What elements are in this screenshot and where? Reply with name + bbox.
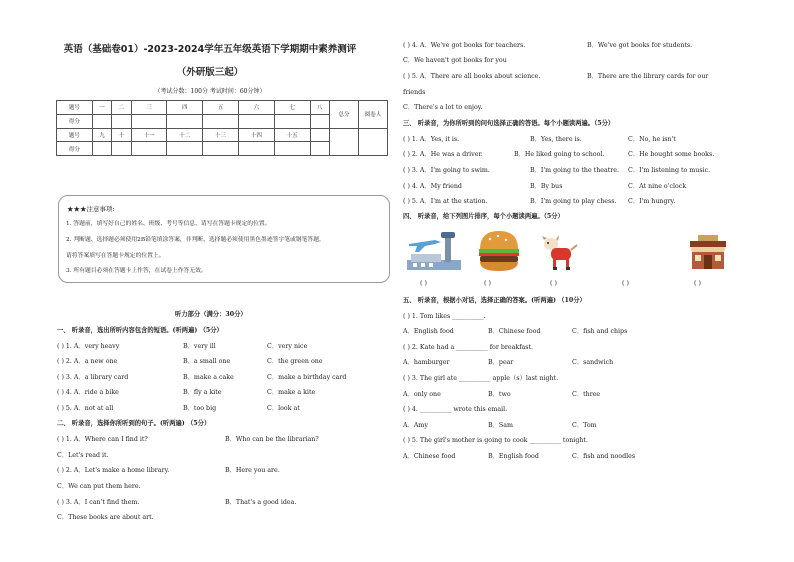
score-input[interactable] — [238, 114, 274, 128]
question-option[interactable]: ( ) 4. A．ride a bike — [57, 389, 119, 396]
score-cell: 题号 — [57, 101, 93, 115]
question-option[interactable]: C．He bought some books. — [628, 151, 715, 158]
question-option[interactable]: B．make a cake — [183, 374, 234, 381]
question-option[interactable]: B．very ill — [183, 343, 216, 350]
question-stem[interactable]: ( ) 5. The girl's mother is going to cook __________ tonight. — [403, 437, 588, 444]
question-option[interactable]: A．only one — [403, 391, 441, 398]
score-input[interactable] — [167, 114, 203, 128]
score-table — [56, 100, 388, 156]
empty-cell — [310, 128, 330, 142]
question-option[interactable]: ( ) 1. A．very heavy — [57, 343, 120, 350]
section-5-heading: 五、 听录音，根据小对话，选择正确的答案。(听两遍) （10分） — [403, 297, 586, 304]
score-cell: 题号 — [57, 128, 93, 142]
question-option[interactable]: B．I'm going to play chess. — [530, 198, 617, 205]
question-option[interactable]: ( ) 3. A．I'm going to swim. — [403, 167, 490, 174]
score-input[interactable] — [92, 114, 111, 128]
score-input[interactable] — [238, 142, 274, 156]
question-option[interactable]: ( ) 3. A．I can't find them. — [57, 499, 140, 506]
question-option[interactable]: ( ) 2. A．He was a driver. — [403, 151, 483, 158]
question-option[interactable]: C．I'm listening to music. — [628, 167, 711, 174]
question-option[interactable]: ( ) 2. A．Let's make a home library. — [57, 467, 170, 474]
question-stem[interactable]: ( ) 4. __________ wrote this email. — [403, 406, 508, 413]
question-option[interactable]: C．Tom — [572, 422, 597, 429]
notes-item: 2. 判断题、选择题必须使用2B铅笔填涂答案，非判断、选择题必须使用黑色墨迹签字笔或钢笔答题， — [66, 237, 325, 243]
question-option[interactable]: B．too big — [183, 405, 217, 412]
score-input[interactable] — [203, 142, 239, 156]
score-cell: 六 — [238, 101, 274, 115]
question-option[interactable]: A．hamburger — [403, 359, 450, 366]
exam-subtitle: （外研版三起） — [176, 67, 244, 78]
score-cell: 得分 — [57, 142, 93, 156]
notes-title: ★★★注意事项: — [67, 205, 115, 213]
question-option[interactable]: B．two — [488, 391, 511, 398]
question-option[interactable]: C．I'm hungry. — [628, 198, 676, 205]
section-3-heading: 三、 听录音，为你所听到的问句选择正确的答语。每个小题读两遍。（5分） — [403, 120, 615, 127]
question-option[interactable]: B．Yes, there is. — [530, 136, 582, 143]
question-option[interactable]: ( ) 1. A．Yes, it is. — [403, 136, 460, 143]
score-cell: 得分 — [57, 114, 93, 128]
question-option[interactable]: C．fish and chips — [572, 328, 628, 335]
question-option[interactable]: B．fly a kite — [183, 389, 222, 396]
score-cell: 十五 — [274, 128, 310, 142]
score-cell: 十一 — [131, 128, 167, 142]
picture-blank[interactable]: ( ) — [484, 280, 491, 287]
question-option[interactable]: C．At nine o'clock — [628, 183, 687, 190]
question-option[interactable]: C．Let's read it. — [57, 452, 109, 459]
score-input[interactable] — [203, 114, 239, 128]
hamburger-icon — [476, 229, 522, 273]
notes-item: 请将答案填写在答题卡规定的位置上。 — [66, 253, 165, 259]
question-stem[interactable]: ( ) 2. Kate had a __________ for breakfast. — [403, 344, 534, 351]
score-cell: 九 — [92, 128, 111, 142]
question-option[interactable]: A．English food — [403, 328, 454, 335]
notes-item: 1. 答题前，填写好自己的姓名、班级、考号等信息，请写在答题卡规定的位置。 — [66, 221, 271, 227]
marker-cell: 阅卷人 — [359, 101, 388, 129]
question-option[interactable]: A．Chinese food — [403, 453, 456, 460]
picture-blank[interactable]: ( ) — [694, 280, 701, 287]
question-option[interactable]: C．There's a lot to enjoy. — [403, 104, 483, 111]
score-input[interactable] — [167, 142, 203, 156]
question-option[interactable]: C．three — [572, 391, 601, 398]
question-option[interactable]: ( ) 3. A．a library card — [57, 374, 129, 381]
question-option[interactable]: B．We've got books for students. — [587, 42, 693, 49]
notes-item: 3. 所有题目必须在答题卡上作答，在试卷上作答无效。 — [66, 268, 207, 274]
score-input[interactable] — [131, 114, 167, 128]
score-input[interactable] — [92, 142, 111, 156]
picture-blank[interactable]: ( ) — [420, 280, 427, 287]
question-option[interactable]: C．very nice — [267, 343, 308, 350]
score-cell: 八 — [310, 101, 330, 115]
section-1-heading: 一、 听录音，选出所听内容包含的短语。(听两遍) （5分） — [57, 327, 223, 334]
question-option[interactable]: ( ) 4. A．My friend — [403, 183, 462, 190]
score-cell: 七 — [274, 101, 310, 115]
score-input[interactable] — [112, 114, 131, 128]
restaurant-icon — [688, 233, 728, 271]
question-option[interactable]: C．These books are about art. — [57, 514, 154, 521]
question-option[interactable]: B．There are the library cards for our — [587, 73, 709, 80]
score-cell: 十 — [112, 128, 131, 142]
airport-icon — [405, 230, 463, 274]
score-cell: 一 — [92, 101, 111, 115]
score-input[interactable] — [310, 114, 330, 128]
question-option[interactable]: B．That's a good idea. — [225, 499, 297, 506]
score-cell: 十二 — [167, 128, 203, 142]
score-cell: 五 — [203, 101, 239, 115]
total-cell: 总分 — [330, 101, 359, 129]
question-option[interactable]: ( ) 5. A．not at all — [57, 405, 114, 412]
question-option[interactable]: C．make a birthday card — [267, 374, 347, 381]
score-input[interactable] — [274, 142, 310, 156]
question-stem[interactable]: ( ) 1. Tom likes __________. — [403, 313, 486, 320]
exam-info: （考试分数：100分 考试时间：60分钟） — [154, 88, 266, 95]
exam-title: 英语（基础卷01）-2023-2024学年五年级英语下学期期中素养测评 — [63, 44, 357, 55]
picture-blank[interactable]: ( ) — [622, 280, 629, 287]
question-option[interactable]: B．I'm going to the theatre. — [530, 167, 620, 174]
question-option[interactable]: B．pear — [488, 359, 514, 366]
question-stem[interactable]: ( ) 3. The girl ate __________ apple（s）last night. — [403, 375, 559, 382]
question-option[interactable]: B．Here you are. — [225, 467, 280, 474]
score-input[interactable] — [131, 142, 167, 156]
score-input[interactable] — [112, 142, 131, 156]
question-option[interactable]: ( ) 5. A．There are all books about science. — [403, 73, 541, 80]
marker-input[interactable] — [359, 128, 388, 156]
question-option[interactable]: C．the green one — [267, 358, 323, 365]
score-cell: 四 — [167, 101, 203, 115]
listening-heading: 听力部分（满分：30分） — [175, 311, 247, 318]
question-option[interactable]: friends — [403, 89, 426, 96]
question-option[interactable]: C．We haven't got books for you — [403, 57, 507, 64]
question-option[interactable]: B．He liked going to school. — [514, 151, 605, 158]
score-input[interactable] — [274, 114, 310, 128]
score-cell: 三 — [131, 101, 167, 115]
question-option[interactable]: B．Sam — [488, 422, 513, 429]
section-2-heading: 二、 听录音，选择你所听到的句子。(听两遍) （5分） — [57, 420, 211, 427]
question-option[interactable]: B．a small one — [183, 358, 231, 365]
question-option[interactable]: B．By bus — [530, 183, 563, 190]
section-4-heading: 四、 听录音，给下列图片排序，每个小题读两遍。（5分） — [403, 213, 564, 220]
picture-blank[interactable]: ( ) — [550, 280, 557, 287]
question-option[interactable]: A．Amy — [403, 422, 428, 429]
question-option[interactable]: B．English food — [488, 453, 539, 460]
question-option[interactable]: ( ) 5. A．I'm at the station. — [403, 198, 488, 205]
question-option[interactable]: C．We can put them here. — [57, 483, 141, 490]
question-option[interactable]: C．No, he isn't — [628, 136, 676, 143]
score-cell: 十三 — [203, 128, 239, 142]
empty-cell — [310, 142, 330, 156]
question-option[interactable]: ( ) 1. A．Where can I find it? — [57, 436, 148, 443]
question-option[interactable]: C．sandwich — [572, 359, 614, 366]
score-cell: 十四 — [238, 128, 274, 142]
question-option[interactable]: C．fish and noodles — [572, 453, 636, 460]
question-option[interactable]: B．Chinese food — [488, 328, 541, 335]
total-input[interactable] — [330, 128, 359, 156]
question-option[interactable]: C．make a kite — [267, 389, 316, 396]
dog-icon — [539, 234, 579, 272]
question-option[interactable]: C．look at — [267, 405, 300, 412]
question-option[interactable]: B．Who can be the librarian? — [225, 436, 319, 443]
question-option[interactable]: ( ) 4. A．We've got books for teachers. — [403, 42, 526, 49]
question-option[interactable]: ( ) 2. A．a new one — [57, 358, 118, 365]
score-cell: 二 — [112, 101, 131, 115]
